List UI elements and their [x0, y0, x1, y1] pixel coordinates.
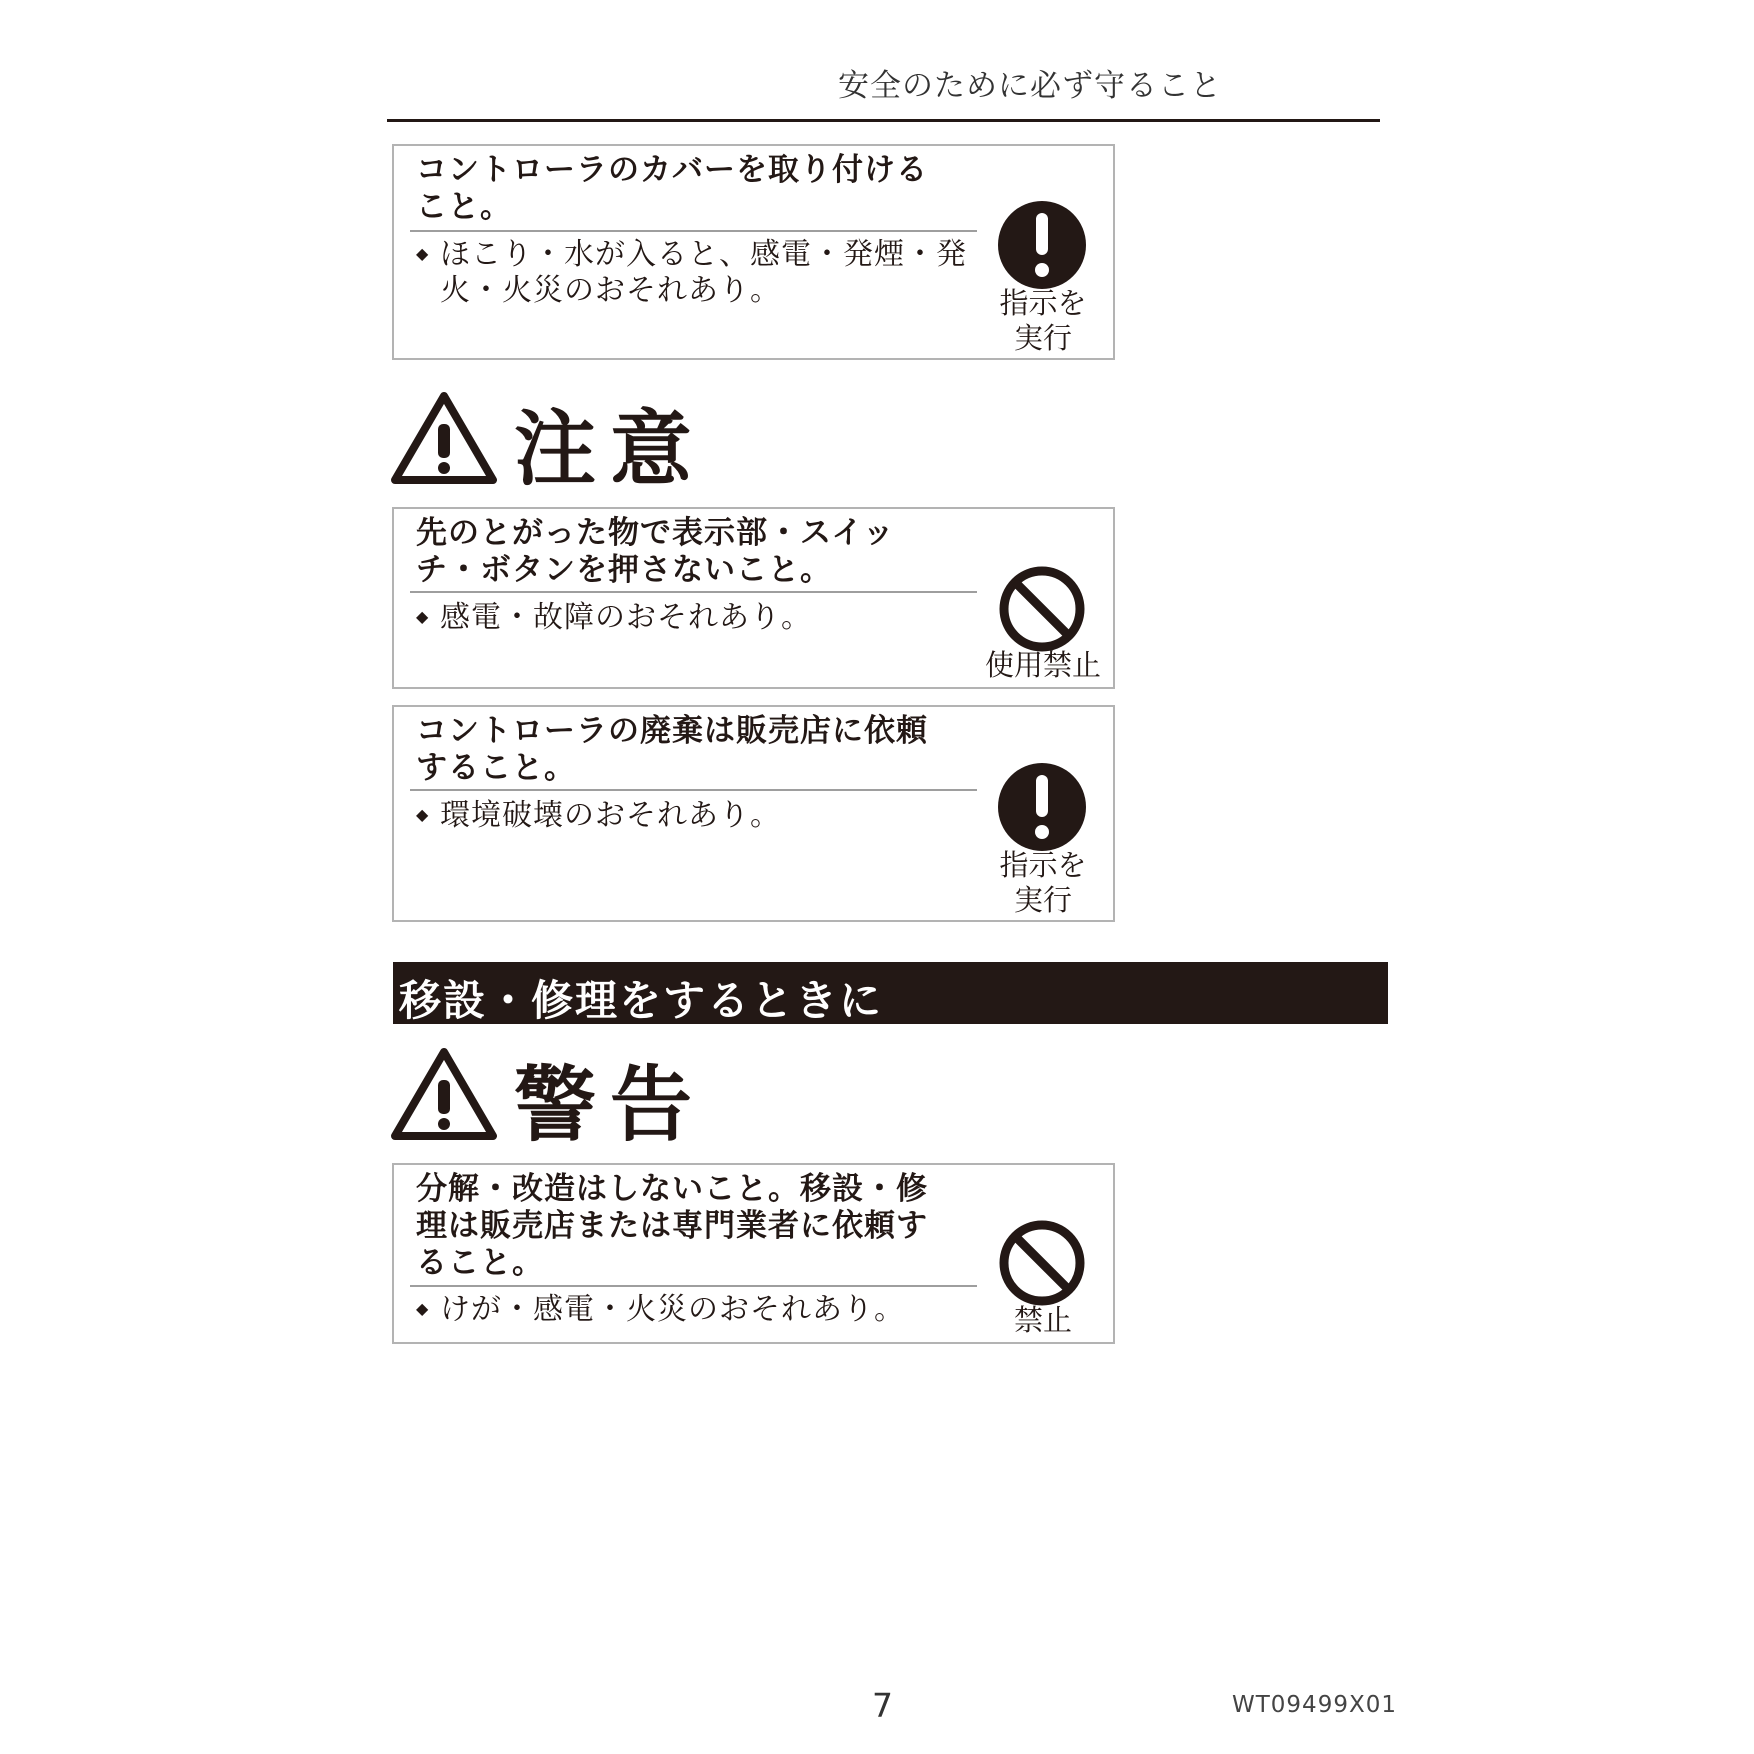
diamond-bullet-icon: ◆	[416, 244, 430, 263]
header-divider	[387, 119, 1380, 122]
box-divider	[410, 591, 977, 593]
warning-triangle-icon	[390, 1046, 498, 1142]
document-code: WT09499X01	[1232, 1692, 1397, 1718]
warning-label: 警告	[514, 1058, 707, 1153]
diamond-bullet-icon: ◆	[416, 805, 430, 824]
icon-label: 指示を実行	[999, 286, 1087, 355]
box-bullet-text: けが・感電・火災のおそれあり。	[440, 1292, 905, 1327]
box-bullet-text: 環境破壊のおそれあり。	[440, 798, 781, 833]
box-title: コントローラのカバーを取り付けること。	[416, 152, 928, 225]
instruction-box-disassembly	[392, 1163, 1115, 1344]
icon-label: 禁止	[1013, 1303, 1072, 1337]
box-title: 分解・改造はしないこと。移設・修理は販売店または専門業者に依頼すること。	[416, 1171, 928, 1281]
box-bullet	[416, 797, 1000, 834]
caution-label: 注意	[514, 402, 707, 497]
box-divider	[410, 1285, 977, 1287]
icon-label: 指示を実行	[999, 848, 1087, 917]
diamond-bullet-icon: ◆	[416, 1299, 430, 1318]
section-header-bar	[393, 962, 1388, 1024]
warning-triangle-icon	[390, 390, 498, 486]
instruction-box-pointed	[392, 507, 1115, 689]
box-title: 先のとがった物で表示部・スイッチ・ボタンを押さないこと。	[416, 515, 895, 588]
icon-label: 使用禁止	[984, 648, 1101, 682]
page-number: 7	[872, 1686, 893, 1725]
prohibition-icon	[998, 1219, 1086, 1307]
box-bullet	[416, 1291, 1000, 1328]
instruction-box-disposal	[392, 705, 1115, 922]
box-title: コントローラの廃棄は販売店に依頼すること。	[416, 713, 928, 786]
instruction-box-cover	[392, 144, 1115, 360]
box-divider	[410, 230, 977, 232]
box-bullet	[416, 599, 1000, 636]
exclamation-circle-icon	[998, 763, 1086, 851]
page-header-title: 安全のために必ず守ること	[838, 68, 1222, 104]
exclamation-circle-icon	[998, 201, 1086, 289]
diamond-bullet-icon: ◆	[416, 607, 430, 626]
section-title: 移設・修理をするときに	[399, 976, 884, 1025]
prohibition-icon	[998, 565, 1086, 653]
box-bullet	[416, 236, 1000, 309]
box-bullet-text: 感電・故障のおそれあり。	[440, 600, 812, 635]
box-bullet-text: ほこり・水が入ると、感電・発煙・発火・火災のおそれあり。	[440, 237, 967, 308]
box-divider	[410, 789, 977, 791]
